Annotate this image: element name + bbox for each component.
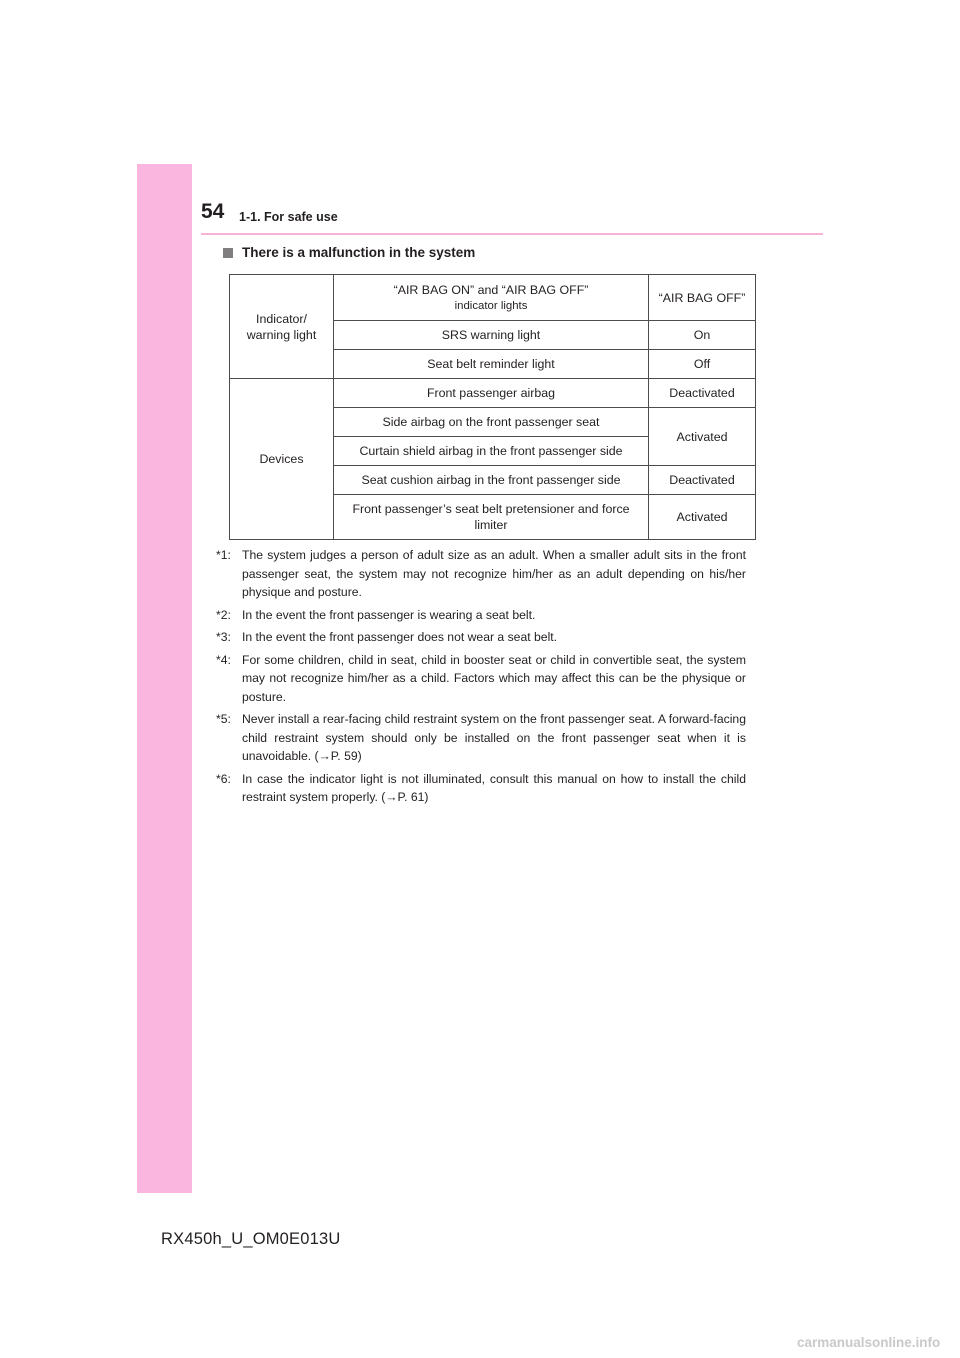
header-rule [201, 233, 823, 235]
devices-header-cell: Devices [230, 379, 334, 540]
table-cell: Activated [649, 495, 756, 540]
footnote [216, 710, 746, 766]
document-code: RX450h_U_OM0E013U [161, 1230, 341, 1248]
footnote-marker: *4: [216, 652, 231, 667]
table-cell: Seat belt reminder light [334, 350, 649, 379]
table-cell: Front passenger’s seat belt pretensioner and force limiter [334, 495, 649, 540]
table-cell: Activated [649, 408, 756, 466]
footnote-text: For some children, child in seat, child in booster seat or child in convertible seat, the system may not recognize him/her as a child. Factors which may affect this can be the physique or posture. [242, 652, 746, 704]
cell-subtext: indicator lights [454, 299, 528, 312]
footnote [216, 651, 746, 707]
table-cell: Seat cushion airbag in the front passenger side [334, 466, 649, 495]
footnote-text: In the event the front passenger does not wear a seat belt. [242, 630, 558, 644]
table-cell: Deactivated [649, 379, 756, 408]
table-cell [334, 275, 649, 321]
table-cell: Front passenger airbag [334, 379, 649, 408]
footnote [216, 606, 746, 625]
footnote [216, 770, 746, 807]
square-bullet-icon [223, 248, 233, 258]
table-cell: Side airbag on the front passenger seat [334, 408, 649, 437]
table-row [230, 275, 756, 321]
footnote-text: In the event the front passenger is wearing a seat belt. [242, 607, 536, 622]
footnote [216, 546, 746, 602]
table-cell: “AIR BAG OFF” [649, 275, 756, 321]
table-row [230, 379, 756, 408]
footnote-text: Never install a rear-facing child restraint system on the front passenger seat. A forward-facing child restraint system should only be installed on the front passenger seat when it is unavoidable. (→P. 59) [242, 712, 746, 763]
footnotes [216, 546, 746, 811]
footnote-marker: *3: [216, 630, 231, 644]
indicator-header-cell: Indicator/ warning light [230, 275, 334, 379]
table-cell: SRS warning light [334, 321, 649, 350]
subheading-text: There is a malfunction in the system [242, 245, 476, 260]
subheading [223, 245, 475, 260]
footnote-text: The system judges a person of adult size as an adult. When a smaller adult sits in the front passenger seat, the system may not recognize him/her as an adult depending on his/her physique and posture. [242, 548, 746, 599]
footnote [216, 628, 746, 647]
status-table [229, 274, 756, 540]
footnote-text: In case the indicator light is not illuminated, consult this manual on how to install the child restraint system properly. (→P. 61) [242, 771, 746, 804]
footnote-marker: *5: [216, 712, 231, 726]
page-number: 54 [201, 200, 225, 223]
table-cell: Curtain shield airbag in the front passenger side [334, 437, 649, 466]
table-cell: Off [649, 350, 756, 379]
footnote-marker: *6: [216, 771, 231, 786]
section-title: 1-1. For safe use [239, 210, 338, 224]
table-cell: Deactivated [649, 466, 756, 495]
cell-text: “AIR BAG ON” and “AIR BAG OFF” [393, 282, 589, 297]
watermark: carmanualsonline.info [797, 1335, 941, 1350]
footnote-marker: *1: [216, 548, 231, 562]
side-tab-bar [137, 164, 192, 1193]
footnote-marker: *2: [216, 607, 231, 622]
table-cell: On [649, 321, 756, 350]
